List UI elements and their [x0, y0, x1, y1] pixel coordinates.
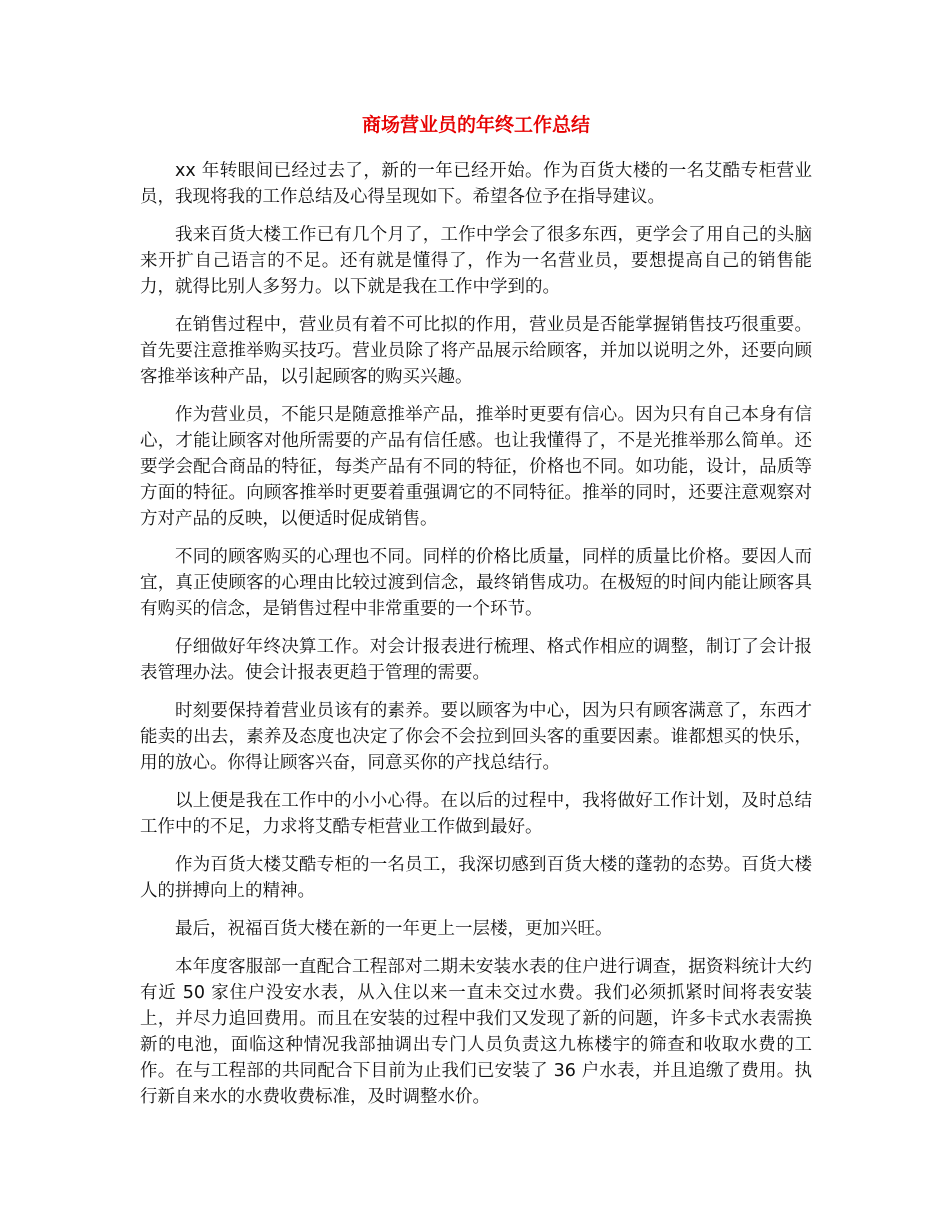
paragraph-4: 作为营业员，不能只是随意推举产品，推举时更要有信心。因为只有自己本身有信心，才能让顾客对他所需要的产品有信任感。也让我懂得了，不是光推举那么简单。还要学会配合商品的特征，每类产品有不同的特征，价格也不同。如功能，设计，品质等方面的特征。向顾客推举时更要着重强调它的不同特征。推举的同时，还要注意观察对方对产品的反映，以便适时促成销售。: [140, 405, 812, 529]
paragraph-6: 仔细做好年终决算工作。对会计报表进行梳理、格式作相应的调整，制订了会计报表管理办法。使会计报表更趋于管理的需要。: [140, 637, 812, 683]
document-page: [140, 112, 812, 1122]
paragraph-8: 以上便是我在工作中的小小心得。在以后的过程中，我将做好工作计划，及时总结工作中的不足，力求将艾酷专柜营业工作做到最好。: [140, 791, 812, 837]
paragraph-7: 时刻要保持着营业员该有的素养。要以顾客为中心，因为只有顾客满意了，东西才能卖的出去，素养及态度也决定了你会不会拉到回头客的重要因素。谁都想买的快乐，用的放心。你得让顾客兴奋，同意买你的产找总结行。: [140, 701, 812, 773]
paragraph-2: 我来百货大楼工作已有几个月了，工作中学会了很多东西，更学会了用自己的头脑来开扩自己语言的不足。还有就是懂得了，作为一名营业员，要想提高自己的销售能力，就得比别人多努力。以下就是我在工作中学到的。: [140, 225, 812, 297]
paragraph-11: 本年度客服部一直配合工程部对二期未安装水表的住户进行调查，据资料统计大约有近 50 家住户没安水表，从入住以来一直未交过水费。我们必须抓紧时间将表安装上，并尽力追回费用。而且在安装的过程中我们又发现了新的问题，许多卡式水表需换新的电池，面临这种情况我部抽调出专门人员负责这九栋楼宇的筛查和收取水费的工作。在与工程部的共同配合下目前为止我们已安装了 36 户水表，并且追缴了费用。执行新自来水的水费收费标准，及时调整水价。: [140, 957, 812, 1107]
paragraph-3: 在销售过程中，营业员有着不可比拟的作用，营业员是否能掌握销售技巧很重要。首先要注意推举购买技巧。营业员除了将产品展示给顾客，并加以说明之外，还要向顾客推举该种产品，以引起顾客的购买兴趣。: [140, 315, 812, 387]
paragraph-9: 作为百货大楼艾酷专柜的一名员工，我深切感到百货大楼的蓬勃的态势。百货大楼人的拼搏向上的精神。: [140, 855, 812, 901]
paragraph-1: xx 年转眼间已经过去了，新的一年已经开始。作为百货大楼的一名艾酷专柜营业员，我现将我的工作总结及心得呈现如下。希望各位予在指导建议。: [140, 161, 812, 207]
paragraph-5: 不同的顾客购买的心理也不同。同样的价格比质量，同样的质量比价格。要因人而宜，真正使顾客的心理由比较过渡到信念，最终销售成功。在极短的时间内能让顾客具有购买的信念，是销售过程中非常重要的一个环节。: [140, 547, 812, 619]
paragraph-10: 最后，祝福百货大楼在新的一年更上一层楼，更加兴旺。: [175, 919, 613, 939]
document-title: 商场营业员的年终工作总结: [361, 114, 590, 136]
